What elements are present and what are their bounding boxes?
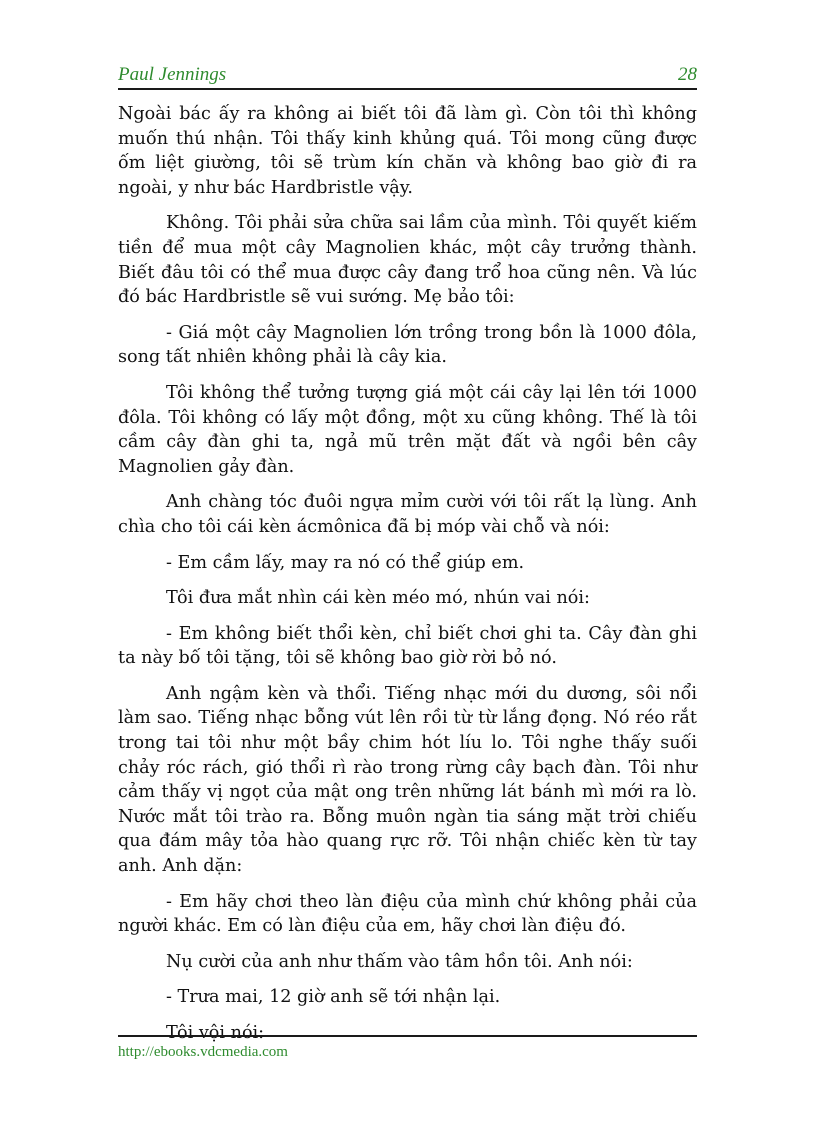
paragraph: Không. Tôi phải sửa chữa sai lầm của mình. Tôi quyết kiếm tiền để mua một cây Magnolien khác, một cây trưởng thành. Biết đâu tôi có thể mua được cây đang trổ hoa cũng nên. Và lúc đó bác Hardbristle sẽ vui sướng. Mẹ bảo tôi: bbox=[118, 213, 697, 308]
page-number: 28 bbox=[678, 64, 697, 85]
paragraph: Nụ cười của anh như thấm vào tâm hồn tôi. Anh nói: bbox=[166, 951, 633, 972]
page-header bbox=[118, 62, 697, 90]
paragraph: Tôi vội nói: bbox=[166, 1023, 265, 1043]
paragraph: - Em hãy chơi theo làn điệu của mình chứ không phải của người khác. Em có làn điệu của em, hãy chơi làn điệu đó. bbox=[118, 891, 697, 937]
paragraph: Anh chàng tóc đuôi ngựa mỉm cười với tôi rất lạ lùng. Anh chìa cho tôi cái kèn ácmônica đã bị móp vài chỗ và nói: bbox=[118, 492, 697, 537]
paragraph: - Em không biết thổi kèn, chỉ biết chơi ghi ta. Cây đàn ghi ta này bố tôi tặng, tôi sẽ không bao giờ rời bỏ nó. bbox=[118, 623, 697, 669]
paragraph: - Em cầm lấy, may ra nó có thể giúp em. bbox=[166, 552, 525, 573]
paragraph: - Trưa mai, 12 giờ anh sẽ tới nhận lại. bbox=[166, 987, 501, 1008]
footer-divider bbox=[118, 1035, 697, 1037]
paragraph: Tôi đưa mắt nhìn cái kèn méo mó, nhún vai nói: bbox=[166, 588, 590, 609]
body-text bbox=[118, 102, 697, 1057]
paragraph: - Giá một cây Magnolien lớn trồng trong bồn là 1000 đôla, song tất nhiên không phải là cây kia. bbox=[118, 322, 697, 368]
footer-url-link[interactable]: http://ebooks.vdcmedia.com bbox=[118, 1044, 288, 1060]
paragraph: Anh ngậm kèn và thổi. Tiếng nhạc mới du dương, sôi nổi làm sao. Tiếng nhạc bỗng vút lên rồi từ từ lắng đọng. Nó réo rắt trong tai tôi như một bầy chim hót líu lo. Tôi nghe thấy suối chảy róc rách, gió thổi rì rào trong rừng cây bạch đàn. Tôi như cảm thấy vị ngọt của mật ong trên những lát bánh mì mới ra lò. Nước mắt tôi trào ra. Bỗng muôn ngàn tia sáng mặt trời chiếu qua đám mây tỏa hào quang rực rỡ. Tôi nhận chiếc kèn từ tay anh. Anh dặn: bbox=[118, 683, 697, 877]
paragraph: Ngoài bác ấy ra không ai biết tôi đã làm gì. Còn tôi thì không muốn thú nhận. Tôi thấy kinh khủng quá. Tôi mong cũng được ốm liệt giường, tôi sẽ trùm kín chăn và không bao giờ đi ra ngoài, y như bác Hardbristle vậy. bbox=[118, 104, 697, 198]
header-author: Paul Jennings bbox=[118, 64, 227, 85]
paragraph: Tôi không thể tưởng tượng giá một cái cây lại lên tới 1000 đôla. Tôi không có lấy một đồng, một xu cũng không. Thế là tôi cầm cây đàn ghi ta, ngả mũ trên mặt đất và ngồi bên cây Magnolien gảy đàn. bbox=[118, 382, 697, 477]
